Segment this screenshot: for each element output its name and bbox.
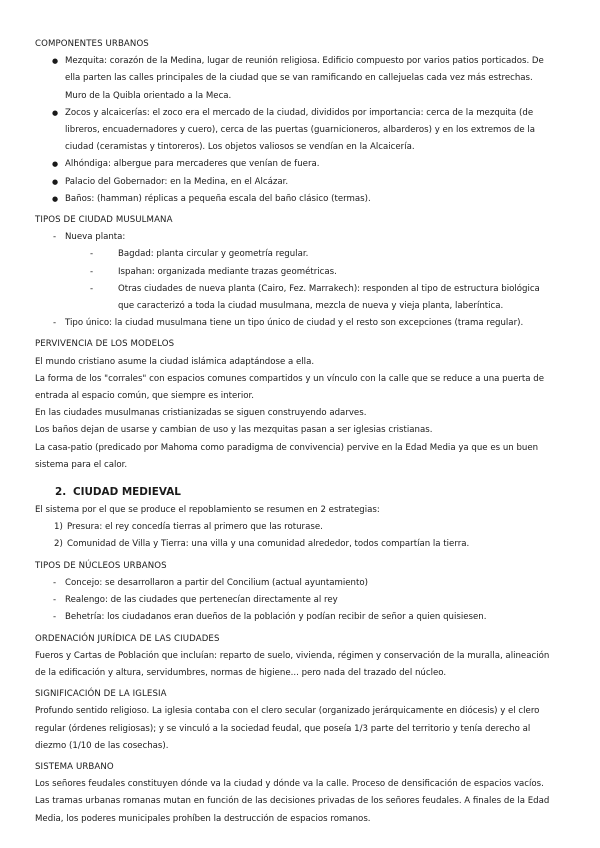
list-item	[35, 246, 550, 263]
tipo-unico-text: Tipo único: la ciudad musulmana tiene un tipo único de ciudad y el resto son excepciones (trama regular).	[65, 318, 524, 329]
list-item	[35, 609, 550, 626]
heading-ciudad-medieval	[35, 482, 550, 502]
list-item: ● Alhóndiga: albergue para mercaderes que venían de fuera.	[35, 156, 550, 173]
heading-ordenacion: ORDENACIÓN JURÍDICA DE LAS CIUDADES	[35, 633, 220, 644]
dash-marker: -	[53, 232, 57, 243]
dash-marker: -	[90, 283, 94, 294]
dash-marker: -	[90, 249, 94, 260]
heading-pervivencia: PERVIVENCIA DE LOS MODELOS	[35, 339, 175, 350]
list-item	[35, 519, 550, 536]
list-item-text: Concejo: se desarrollaron a partir del Concilium (actual ayuntamiento)	[65, 577, 368, 588]
list-item	[35, 575, 550, 592]
estrategias-list	[35, 519, 550, 553]
list-item	[35, 592, 550, 609]
heading-tipos-ciudad: TIPOS DE CIUDAD MUSULMANA	[35, 215, 173, 226]
dash-marker: -	[53, 318, 57, 329]
list-item-text: Presura: el rey concedía tierras al primero que las roturase.	[67, 522, 323, 533]
componentes-list	[35, 53, 550, 208]
list-item	[35, 264, 550, 281]
paragraph: Los señores feudales constituyen dónde va la ciudad y dónde va la calle. Proceso de densificación de espacios vacíos. Las tramas urbanas romanas mutan en función de las decisiones privadas de los señores feudales. A finales de la Edad Media, los poderes municipales prohíben la destrucción de espacios romanos.	[35, 779, 550, 824]
list-item-text: Behetría: los ciudadanos eran dueños de la población y podían recibir de señor a quien quisiesen.	[65, 612, 487, 623]
dash-marker: -	[53, 612, 57, 623]
section-title: CIUDAD MEDIEVAL	[73, 486, 181, 499]
list-item: ● Mezquita: corazón de la Medina, lugar de reunión religiosa. Edificio compuesto por varios patios porticados. De ella parten las calles principales de la ciudad que se van ramificando en callejuelas cada vez más estrechas. Muro de la Quibla orientado a la Meca.	[35, 53, 550, 105]
paragraph: El mundo cristiano asume la ciudad islámica adaptándose a ella.	[35, 356, 315, 367]
list-item	[35, 315, 550, 332]
nueva-planta-label: Nueva planta:	[65, 232, 126, 243]
paragraph: Profundo sentido religioso. La iglesia contaba con el clero secular (organizado jerárquicamente en diócesis) y el clero regular (órdenes religiosas); y se vinculó a la sociedad feudal, que poseía 1/3 parte del territorio y tenía derecho al diezmo (1/10 de las cosechas).	[35, 706, 540, 751]
section-number: 2.	[55, 486, 67, 499]
paragraph: Los baños dejan de usarse y cambian de uso y las mezquitas pasan a ser iglesias cristianas.	[35, 425, 433, 436]
list-item: ● Baños: (hamman) réplicas a pequeña escala del baño clásico (termas).	[35, 191, 550, 208]
list-item	[35, 281, 550, 315]
paragraph: La casa-patio (predicado por Mahoma como paradigma de convivencia) pervive en la Edad Media ya que es un buen sistema para el calor.	[35, 442, 539, 470]
list-item-text: Realengo: de las ciudades que pertenecían directamente al rey	[65, 595, 338, 606]
heading-sistema-urbano: SISTEMA URBANO	[35, 761, 114, 772]
document-page	[35, 36, 550, 828]
nucleos-list	[35, 575, 550, 627]
nueva-planta-sublist	[35, 246, 550, 315]
heading-nucleos: TIPOS DE NÚCLEOS URBANOS	[35, 560, 167, 571]
list-item	[35, 229, 550, 246]
dash-marker: -	[53, 595, 57, 606]
list-item-text: Bagdad: planta circular y geometría regular.	[118, 249, 309, 260]
list-item-text: Otras ciudades de nueva planta (Cairo, Fez. Marrakech): responden al tipo de estructura biológica que caracterizó a toda la ciudad musulmana, mezcla de nueva y vieja planta, laberíntica.	[118, 283, 540, 312]
list-item-text: Ispahan: organizada mediante trazas geométricas.	[118, 266, 337, 277]
list-number: 1)	[54, 522, 63, 533]
paragraph: La forma de los "corrales" con espacios comunes compartidos y un vínculo con la calle que se reduce a una puerta de entrada al espacio común, que siempre es interior.	[35, 373, 545, 402]
tipos-ciudad-list	[35, 229, 550, 246]
list-item	[35, 536, 550, 553]
list-item: ● Palacio del Gobernador: en la Medina, en el Alcázar.	[35, 174, 550, 191]
paragraph: En las ciudades musulmanas cristianizadas se siguen construyendo adarves.	[35, 408, 367, 419]
list-number: 2)	[54, 539, 63, 550]
list-item-text: Comunidad de Villa y Tierra: una villa y una comunidad alrededor, todos compartían la tierra.	[67, 539, 470, 550]
heading-componentes: COMPONENTES URBANOS	[35, 39, 149, 49]
tipo-unico-list	[35, 315, 550, 332]
list-item: ● Zocos y alcaicerías: el zoco era el mercado de la ciudad, divididos por importancia: cerca de la mezquita (de libreros, encuadernadores y cuero), cerca de las puertas (guarnicioneros, albarderos) y en los extremos de la ciudad (ceramistas y tintoreros). Los objetos valiosos se vendían en la Alcaicería.	[35, 105, 550, 157]
dash-marker: -	[53, 577, 57, 588]
paragraph: El sistema por el que se produce el repoblamiento se resumen en 2 estrategias:	[35, 505, 380, 516]
heading-iglesia: SIGNIFICACIÓN DE LA IGLESIA	[35, 689, 167, 700]
paragraph: Fueros y Cartas de Población que incluían: reparto de suelo, vivienda, régimen y conservación de la muralla, alineación de la edificación y altura, servidumbres, normas de higiene... pero nada del trazado del núcleo.	[35, 650, 550, 678]
dash-marker: -	[90, 266, 94, 277]
